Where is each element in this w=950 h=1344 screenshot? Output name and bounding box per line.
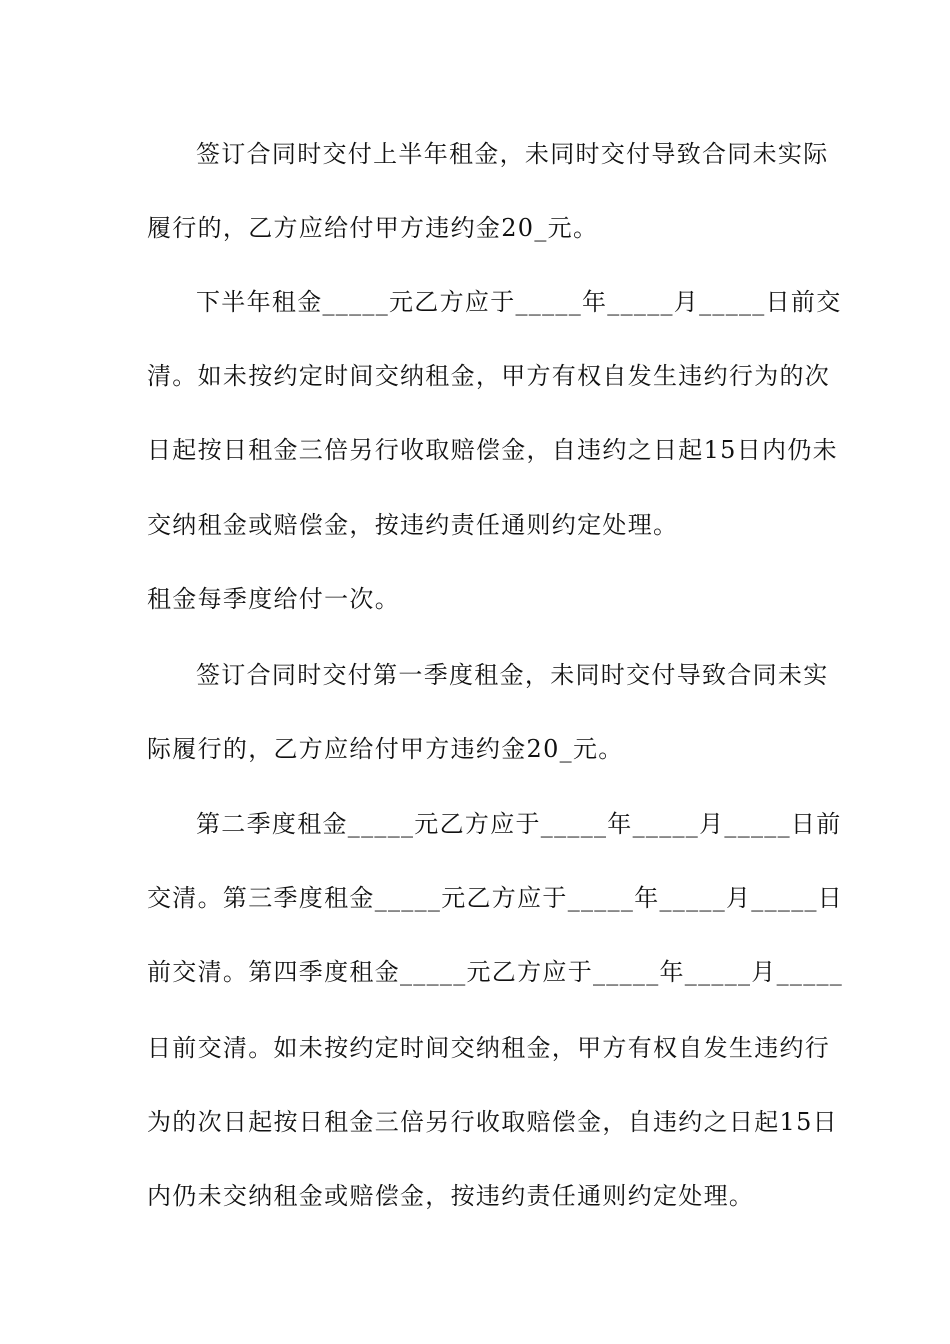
text-line: 日起按日租金三倍另行收取赔偿金，自违约之日起15日内仍未: [147, 436, 838, 464]
text-line: 签订合同时交付第一季度租金，未同时交付导致合同未实: [196, 661, 829, 689]
text-line: 签订合同时交付上半年租金，未同时交付导致合同未实际: [196, 140, 829, 168]
text-line: 际履行的，乙方应给付甲方违约金20_元。: [147, 735, 624, 763]
text-line: 履行的，乙方应给付甲方违约金20_元。: [147, 214, 599, 242]
text-line: 内仍未交纳租金或赔偿金，按违约责任通则约定处理。: [147, 1182, 755, 1210]
text-line: 下半年租金_____元乙方应于_____年_____月_____日前交: [196, 288, 842, 316]
text-line: 第二季度租金_____元乙方应于_____年_____月_____日前: [196, 810, 842, 838]
text-line: 前交清。第四季度租金_____元乙方应于_____年_____月_____: [147, 958, 844, 986]
text-line: 清。如未按约定时间交纳租金，甲方有权自发生违约行为的次: [147, 362, 831, 390]
text-line: 租金每季度给付一次。: [147, 585, 400, 613]
text-line: 为的次日起按日租金三倍另行收取赔偿金，自违约之日起15日: [147, 1108, 838, 1136]
text-line: 交清。第三季度租金_____元乙方应于_____年_____月_____日: [147, 884, 844, 912]
text-line: 日前交清。如未按约定时间交纳租金，甲方有权自发生违约行: [147, 1034, 831, 1062]
text-line: 交纳租金或赔偿金，按违约责任通则约定处理。: [147, 511, 679, 539]
